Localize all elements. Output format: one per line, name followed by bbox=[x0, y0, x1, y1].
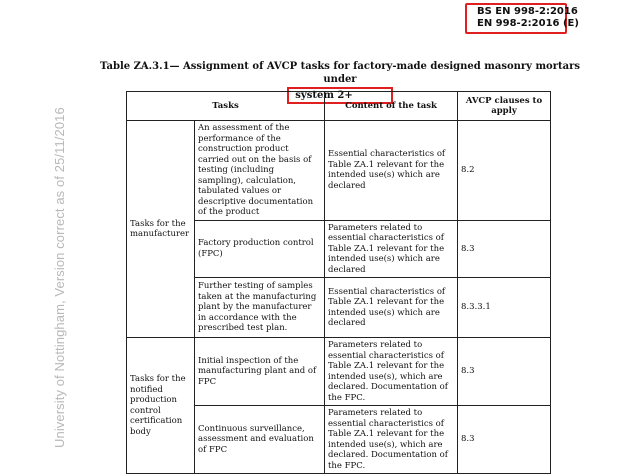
clause-cell: 8.2 bbox=[458, 121, 551, 221]
avcp-tasks-table bbox=[126, 91, 551, 474]
header-tasks: Tasks bbox=[127, 92, 325, 121]
content-cell: Parameters related to essential characteristics of Table ZA.1 relevant for the intended use(s) which are declared bbox=[325, 220, 458, 278]
group-label-certification-body: Tasks for the notified production control certification body bbox=[127, 338, 195, 474]
task-cell: Factory production control (FPC) bbox=[195, 220, 325, 278]
clause-cell: 8.3.3.1 bbox=[458, 278, 551, 338]
content-cell: Essential characteristics of Table ZA.1 relevant for the intended use(s) which are declared bbox=[325, 121, 458, 221]
document-reference-stamp bbox=[465, 3, 579, 34]
standard-reference-en: EN 998-2:2016 (E) bbox=[477, 18, 579, 29]
table-title-main: Table ZA.3.1— Assignment of AVCP tasks for factory-made designed masonry mortars under bbox=[100, 61, 580, 85]
header-clauses: AVCP clauses to apply bbox=[458, 92, 551, 121]
clause-cell: 8.3 bbox=[458, 220, 551, 278]
table-row bbox=[127, 121, 551, 221]
task-cell: Initial inspection of the manufacturing plant and of FPC bbox=[195, 338, 325, 406]
task-cell: An assessment of the performance of the construction product carried out on the basis of testing (including sampling), calculation, tabulated values or descriptive documentation of the product bbox=[195, 121, 325, 221]
header-content: Content of the task bbox=[325, 92, 458, 121]
task-cell: Further testing of samples taken at the manufacturing plant by the manufacturer in accordance with the prescribed test plan. bbox=[195, 278, 325, 338]
table-row bbox=[127, 338, 551, 406]
table-header-row bbox=[127, 92, 551, 121]
content-cell: Essential characteristics of Table ZA.1 relevant for the intended use(s) which are declared bbox=[325, 278, 458, 338]
table-title-highlight: system 2+ bbox=[287, 87, 392, 104]
standard-reference-bs: BS EN 998-2:2016 bbox=[477, 6, 578, 17]
clause-cell: 8.3 bbox=[458, 406, 551, 474]
content-cell: Parameters related to essential characteristics of Table ZA.1 relevant for the intended use(s), which are declared. Documentation of the FPC. bbox=[325, 338, 458, 406]
content-cell: Parameters related to essential characteristics of Table ZA.1 relevant for the intended use(s), which are declared. Documentation of the FPC. bbox=[325, 406, 458, 474]
clause-cell: 8.3 bbox=[458, 338, 551, 406]
group-label-manufacturer: Tasks for the manufacturer bbox=[127, 121, 195, 338]
licence-watermark: University of Nottingham, Version correct as of 25/11/2016 bbox=[52, 107, 67, 448]
task-cell: Continuous surveillance, assessment and evaluation of FPC bbox=[195, 406, 325, 474]
